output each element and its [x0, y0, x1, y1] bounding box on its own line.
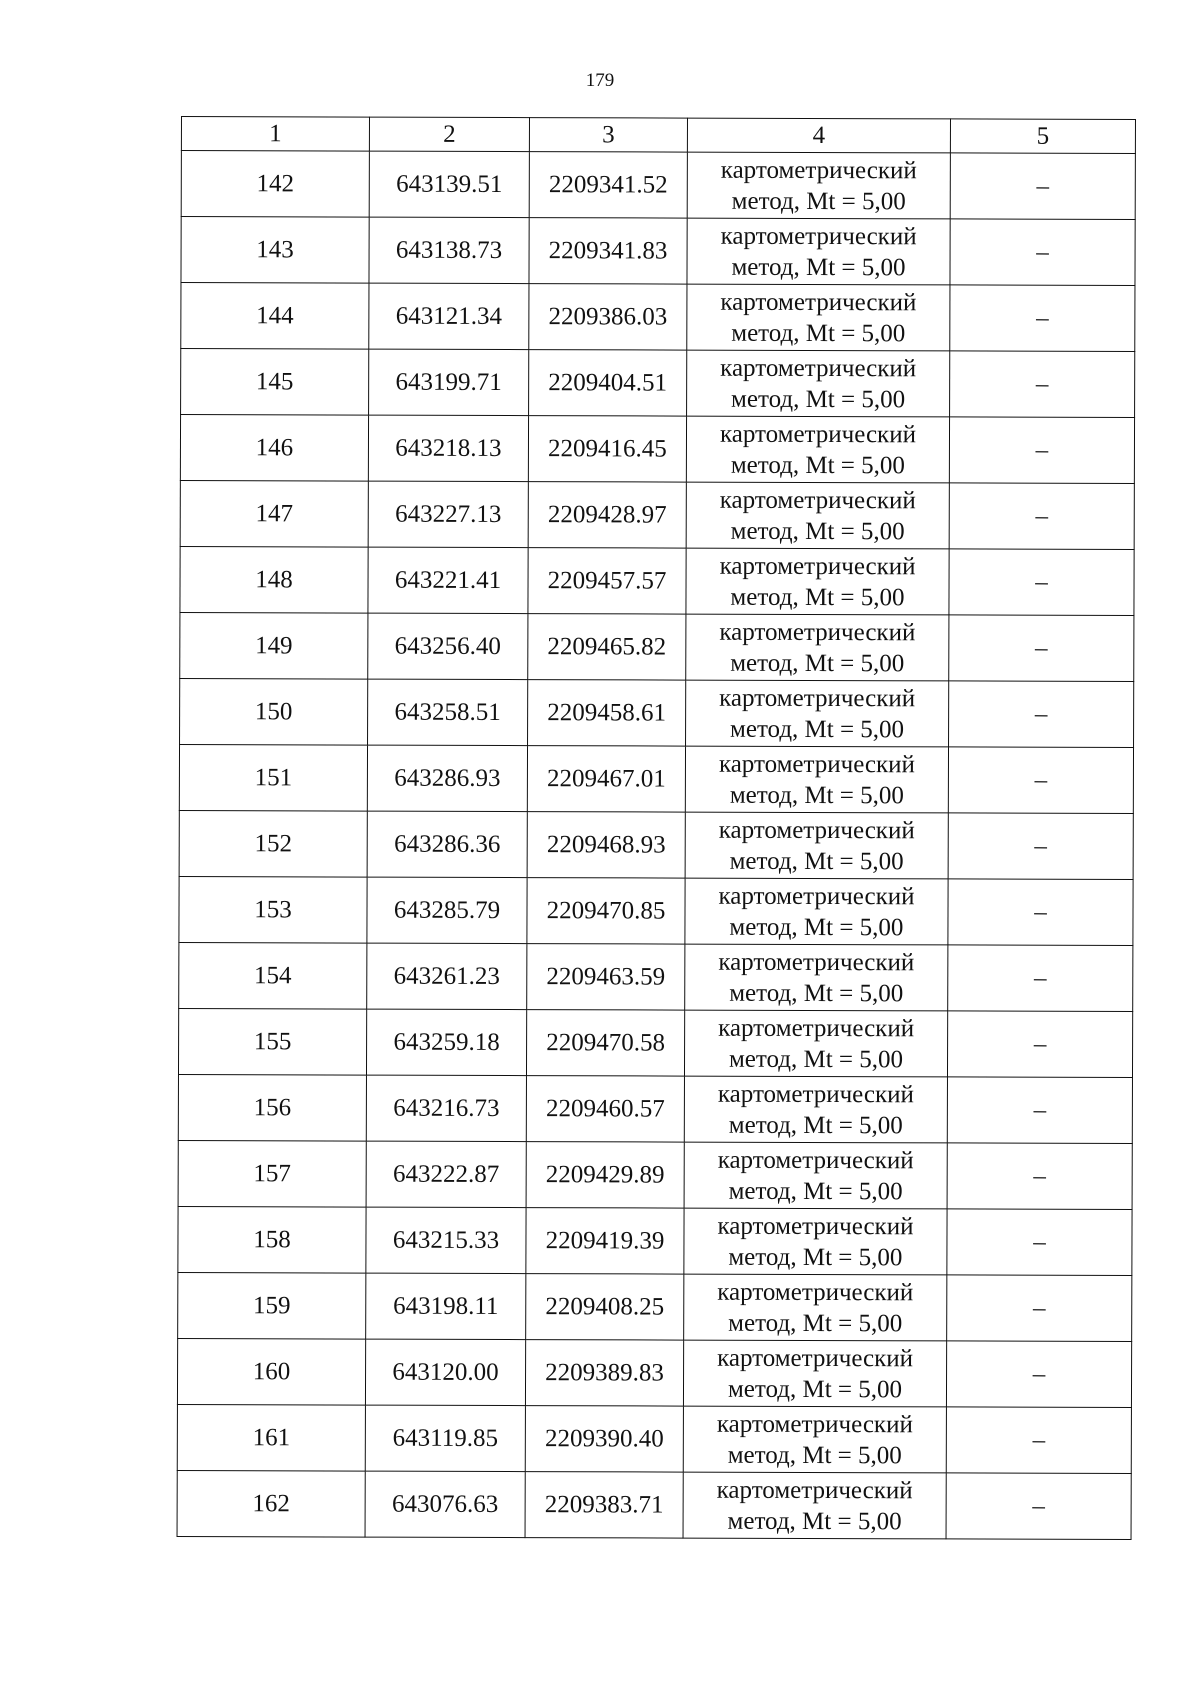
y-coordinate-cell: 2209463.59	[527, 944, 685, 1010]
method-line-2: метод, Mt = 5,00	[730, 715, 905, 743]
header-col-5: 5	[950, 119, 1135, 154]
y-coordinate-cell: 2209386.03	[529, 284, 687, 350]
x-coordinate-cell: 643139.51	[369, 151, 529, 218]
point-number-cell: 144	[181, 283, 369, 350]
method-line-2: метод, Mt = 5,00	[731, 319, 906, 347]
y-coordinate-cell: 2209408.25	[526, 1274, 684, 1340]
point-number-cell: 152	[179, 810, 367, 877]
header-col-2: 2	[369, 117, 529, 152]
x-coordinate-cell: 643256.40	[368, 613, 528, 680]
note-cell: –	[947, 1077, 1132, 1144]
table-row	[179, 810, 1133, 879]
y-coordinate-cell: 2209419.39	[526, 1208, 684, 1274]
table-row	[180, 678, 1134, 747]
note-cell: –	[949, 483, 1134, 550]
x-coordinate-cell: 643199.71	[369, 349, 529, 416]
header-row	[181, 117, 1135, 154]
method-cell	[685, 944, 948, 1011]
table-row	[181, 283, 1135, 352]
y-coordinate-cell: 2209458.61	[528, 680, 686, 746]
method-cell	[687, 284, 950, 351]
table-row	[181, 217, 1135, 286]
method-line-2: метод, Mt = 5,00	[728, 1309, 903, 1337]
method-line-1: картометрический	[718, 750, 915, 778]
method-line-1: картометрический	[717, 1146, 914, 1174]
method-cell	[686, 548, 949, 615]
method-line-1: картометрический	[719, 618, 916, 646]
note-cell: –	[949, 417, 1134, 484]
point-number-cell: 162	[177, 1470, 365, 1537]
method-line-1: картометрический	[718, 948, 915, 976]
table-row	[177, 1338, 1131, 1407]
y-coordinate-cell: 2209341.83	[529, 218, 687, 284]
point-number-cell: 161	[177, 1404, 365, 1471]
y-coordinate-cell: 2209390.40	[525, 1406, 683, 1472]
method-cell	[685, 812, 948, 879]
note-cell: –	[947, 1143, 1132, 1210]
note-cell: –	[950, 219, 1135, 286]
table-row	[180, 415, 1134, 484]
note-cell: –	[946, 1473, 1131, 1540]
x-coordinate-cell: 643227.13	[368, 481, 528, 548]
method-line-2: метод, Mt = 5,00	[730, 517, 905, 545]
point-number-cell: 142	[181, 151, 369, 218]
method-line-2: метод, Mt = 5,00	[730, 451, 905, 479]
y-coordinate-cell: 2209341.52	[529, 152, 687, 218]
method-cell	[687, 152, 950, 219]
table-row	[180, 612, 1134, 681]
method-line-2: метод, Mt = 5,00	[729, 781, 904, 809]
y-coordinate-cell: 2209467.01	[527, 746, 685, 812]
note-cell: –	[947, 1275, 1132, 1342]
y-coordinate-cell: 2209429.89	[526, 1142, 684, 1208]
x-coordinate-cell: 643121.34	[369, 283, 529, 350]
header-col-3: 3	[529, 118, 687, 152]
point-number-cell: 143	[181, 217, 369, 284]
table-row	[177, 1470, 1131, 1539]
table-row	[178, 1272, 1132, 1341]
note-cell: –	[950, 351, 1135, 418]
method-line-2: метод, Mt = 5,00	[727, 1375, 903, 1403]
method-cell	[686, 482, 949, 549]
note-cell: –	[948, 747, 1133, 814]
method-line-2: метод, Mt = 5,00	[731, 385, 906, 413]
method-line-2: метод, Mt = 5,00	[728, 1243, 903, 1271]
note-cell: –	[950, 153, 1135, 220]
method-line-1: картометрический	[720, 222, 917, 250]
method-line-2: метод, Mt = 5,00	[730, 583, 905, 611]
method-line-1: картометрический	[719, 420, 917, 448]
method-line-1: картометрический	[717, 1278, 914, 1306]
note-cell: –	[949, 549, 1134, 616]
x-coordinate-cell: 643076.63	[365, 1471, 525, 1538]
note-cell: –	[948, 945, 1133, 1012]
x-coordinate-cell: 643215.33	[366, 1207, 526, 1274]
table-body	[177, 151, 1135, 1540]
method-line-1: картометрический	[718, 882, 915, 910]
point-number-cell: 153	[179, 876, 367, 943]
note-cell: –	[946, 1407, 1131, 1474]
note-cell: –	[947, 1209, 1132, 1276]
method-cell	[684, 1076, 947, 1143]
point-number-cell: 146	[180, 415, 368, 482]
y-coordinate-cell: 2209404.51	[529, 350, 687, 416]
point-number-cell: 150	[180, 678, 368, 745]
table-header	[181, 117, 1135, 154]
method-cell	[685, 746, 948, 813]
note-cell: –	[946, 1341, 1131, 1408]
method-cell	[684, 1208, 947, 1275]
method-line-1: картометрический	[719, 552, 916, 580]
table-row	[181, 349, 1135, 418]
x-coordinate-cell: 643198.11	[366, 1273, 526, 1340]
page-number: 179	[585, 70, 615, 91]
note-cell: –	[948, 813, 1133, 880]
method-line-2: метод, Mt = 5,00	[730, 649, 905, 677]
y-coordinate-cell: 2209465.82	[528, 614, 686, 680]
table-row	[178, 1206, 1132, 1275]
note-cell: –	[949, 681, 1134, 748]
point-number-cell: 145	[181, 349, 369, 416]
method-cell	[686, 680, 949, 747]
method-cell	[683, 1406, 946, 1473]
method-line-2: метод, Mt = 5,00	[728, 1177, 903, 1205]
table-row	[179, 744, 1133, 813]
method-cell	[683, 1340, 946, 1407]
header-col-1: 1	[181, 117, 369, 152]
x-coordinate-cell: 643216.73	[366, 1075, 526, 1142]
x-coordinate-cell: 643222.87	[366, 1141, 526, 1208]
x-coordinate-cell: 643221.41	[368, 547, 528, 614]
x-coordinate-cell: 643119.85	[365, 1405, 525, 1472]
method-line-2: метод, Mt = 5,00	[728, 1045, 904, 1073]
method-line-1: картометрический	[720, 354, 917, 382]
x-coordinate-cell: 643286.93	[367, 745, 527, 812]
method-line-1: картометрический	[717, 1080, 914, 1108]
method-line-2: метод, Mt = 5,00	[729, 979, 904, 1007]
method-line-1: картометрический	[718, 816, 915, 844]
y-coordinate-cell: 2209457.57	[528, 548, 686, 614]
method-line-1: картометрический	[719, 684, 916, 712]
y-coordinate-cell: 2209383.71	[525, 1472, 683, 1538]
y-coordinate-cell: 2209428.97	[528, 482, 686, 548]
method-line-1: картометрический	[720, 156, 917, 184]
method-line-2: метод, Mt = 5,00	[731, 253, 906, 281]
y-coordinate-cell: 2209470.58	[526, 1010, 684, 1076]
point-number-cell: 154	[179, 942, 367, 1009]
x-coordinate-cell: 643258.51	[368, 679, 528, 746]
table-row	[179, 942, 1133, 1011]
method-line-1: картометрический	[718, 1014, 915, 1042]
method-cell	[684, 1142, 947, 1209]
x-coordinate-cell: 643285.79	[367, 877, 527, 944]
method-line-1: картометрический	[717, 1344, 914, 1372]
note-cell: –	[947, 1011, 1132, 1078]
method-line-2: метод, Mt = 5,00	[728, 1111, 903, 1139]
y-coordinate-cell: 2209470.85	[527, 878, 685, 944]
x-coordinate-cell: 643259.18	[366, 1009, 526, 1076]
method-line-2: метод, Mt = 5,00	[727, 1441, 902, 1469]
x-coordinate-cell: 643261.23	[367, 943, 527, 1010]
point-number-cell: 149	[180, 612, 368, 679]
method-line-2: метод, Mt = 5,00	[729, 913, 904, 941]
method-line-1: картометрический	[719, 486, 916, 514]
method-line-1: картометрический	[716, 1410, 913, 1438]
y-coordinate-cell: 2209468.93	[527, 812, 685, 878]
point-number-cell: 159	[178, 1272, 366, 1339]
table-row	[178, 1008, 1132, 1077]
y-coordinate-cell: 2209460.57	[526, 1076, 684, 1142]
method-cell	[687, 218, 950, 285]
method-cell	[686, 614, 949, 681]
y-coordinate-cell: 2209416.45	[528, 416, 686, 482]
point-number-cell: 148	[180, 546, 368, 613]
method-cell	[685, 878, 948, 945]
method-cell	[684, 1274, 947, 1341]
method-cell	[687, 350, 950, 417]
note-cell: –	[948, 879, 1133, 946]
note-cell: –	[949, 615, 1134, 682]
header-col-4: 4	[687, 118, 950, 153]
x-coordinate-cell: 643286.36	[367, 811, 527, 878]
method-line-1: картометрический	[716, 1476, 913, 1504]
table-row	[178, 1074, 1132, 1143]
point-number-cell: 160	[177, 1338, 365, 1405]
x-coordinate-cell: 643138.73	[369, 217, 529, 284]
table-row	[179, 876, 1133, 945]
point-number-cell: 157	[178, 1140, 366, 1207]
table-row	[180, 480, 1134, 549]
table-row	[181, 151, 1135, 220]
point-number-cell: 156	[178, 1074, 366, 1141]
x-coordinate-cell: 643218.13	[368, 415, 528, 482]
x-coordinate-cell: 643120.00	[365, 1339, 525, 1406]
method-cell	[683, 1472, 946, 1539]
table-row	[178, 1140, 1132, 1209]
method-cell	[686, 416, 949, 483]
point-number-cell: 155	[178, 1008, 366, 1075]
method-cell	[684, 1010, 947, 1077]
coordinates-table	[177, 116, 1136, 1540]
table-row	[180, 546, 1134, 615]
method-line-1: картометрический	[720, 288, 917, 316]
method-line-2: метод, Mt = 5,00	[731, 187, 906, 215]
table-row	[177, 1404, 1131, 1473]
method-line-1: картометрический	[717, 1212, 914, 1240]
note-cell: –	[950, 285, 1135, 352]
point-number-cell: 151	[179, 744, 367, 811]
method-line-2: метод, Mt = 5,00	[727, 1507, 902, 1535]
y-coordinate-cell: 2209389.83	[525, 1340, 683, 1406]
point-number-cell: 147	[180, 480, 368, 547]
method-line-2: метод, Mt = 5,00	[729, 847, 904, 875]
point-number-cell: 158	[178, 1206, 366, 1273]
